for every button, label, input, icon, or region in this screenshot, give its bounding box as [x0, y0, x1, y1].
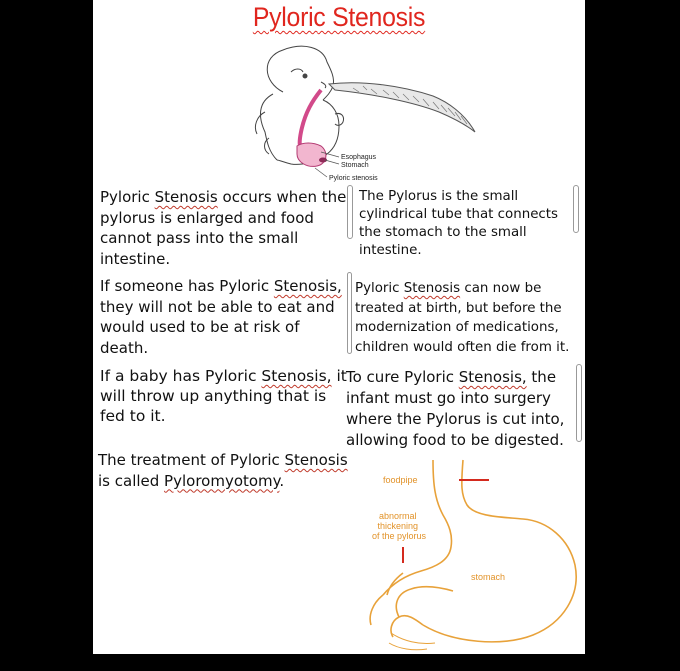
label-stomach: Stomach [341, 162, 369, 169]
text-box-right-bar [576, 364, 582, 442]
text-block-definition: Pyloric Stenosis occurs when the pylorus is enlarged and food cannot pass into the small intestine. [100, 188, 347, 268]
label-stomach: stomach [471, 572, 506, 582]
stomach-diagram [363, 455, 585, 654]
label-abnormal: abnormal thickening of the pylorus [371, 511, 427, 541]
text-box-right-bar [573, 185, 579, 233]
label-esophagus: Esophagus [341, 154, 377, 161]
text-block-cure: To cure Pyloric Stenosis, the infant must go into surgery where the Pylorus is cut into, allowing food to be digested. [346, 368, 565, 449]
label-foodpipe: foodpipe [383, 475, 418, 485]
text-box-left-bar [347, 272, 352, 354]
text-block-treatment: The treatment of Pyloric Stenosis is called Pyloromyotomy. [98, 451, 348, 490]
page-title: Pyloric Stenosis [252, 2, 426, 32]
text-box-left-bar [347, 185, 353, 239]
text-block-vomit: If a baby has Pyloric Stenosis, it will throw up anything that is fed to it. [100, 367, 347, 425]
baby-vomiting-illustration [243, 42, 483, 187]
document-page [93, 0, 585, 654]
text-block-risk: If someone has Pyloric Stenosis, they will not be able to eat and would used to be at risk of death. [100, 277, 342, 357]
text-block-pylorus: The Pylorus is the small cylindrical tube that connects the stomach to the small intestine. [359, 189, 559, 258]
label-pyloric-stenosis: Pyloric stenosis [329, 175, 378, 182]
vomit-stream [329, 83, 475, 132]
text-block-treated: Pyloric Stenosis can now be treated at birth, but before the modernization of medications, children would often die from it. [355, 281, 570, 355]
stomach-shape [297, 143, 326, 166]
